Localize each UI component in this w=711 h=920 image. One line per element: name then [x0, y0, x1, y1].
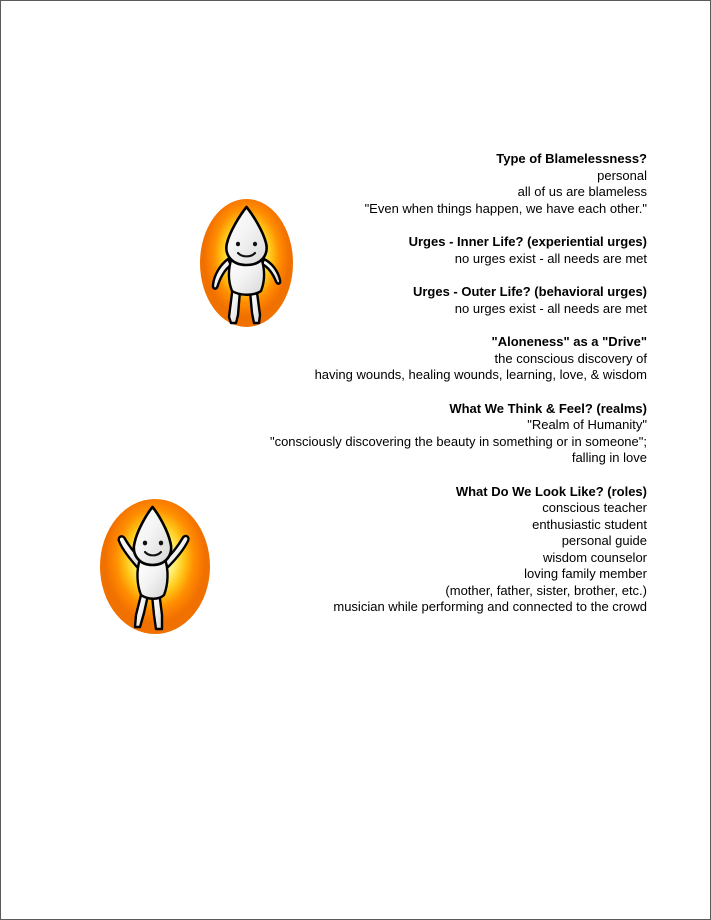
- qa-line: (mother, father, sister, brother, etc.): [445, 582, 647, 598]
- qa-block-blamelessness: [161, 151, 647, 217]
- qa-block-what-we-look-like: [161, 484, 647, 616]
- qa-heading: What Do We Look Like? (roles): [455, 483, 647, 499]
- qa-line: loving family member: [524, 566, 647, 581]
- qa-line: musician while performing and connected to the crowd: [333, 599, 647, 614]
- qa-line: wisdom counselor: [542, 549, 647, 565]
- qa-line: conscious teacher: [542, 500, 647, 515]
- content-text-column: [161, 151, 647, 616]
- qa-line: enthusiastic student: [532, 516, 647, 532]
- qa-line: having wounds, healing wounds, learning, love, & wisdom: [314, 367, 647, 382]
- qa-block-think-and-feel: [161, 401, 647, 467]
- qa-line: no urges exist - all needs are met: [454, 250, 647, 266]
- qa-heading: Type of Blamelessness?: [496, 151, 647, 166]
- qa-line: the conscious discovery of: [494, 350, 647, 366]
- qa-line: no urges exist - all needs are met: [454, 300, 647, 316]
- qa-block-aloneness-drive: [161, 334, 647, 384]
- qa-line: "Realm of Humanity": [527, 417, 647, 432]
- qa-line: personal: [597, 167, 647, 183]
- qa-heading: Urges - Inner Life? (experiential urges): [408, 234, 647, 249]
- qa-line: falling in love: [571, 450, 647, 465]
- qa-block-urges-outer: [161, 284, 647, 317]
- qa-line: personal guide: [561, 533, 647, 548]
- qa-heading: "Aloneness" as a "Drive": [491, 334, 647, 349]
- qa-heading: Urges - Outer Life? (behavioral urges): [412, 284, 647, 299]
- qa-line: "Even when things happen, we have each other.": [364, 200, 647, 216]
- qa-block-urges-inner: [161, 234, 647, 267]
- qa-line: all of us are blameless: [517, 184, 647, 199]
- qa-heading: What We Think & Feel? (realms): [449, 400, 647, 416]
- qa-line: "consciously discovering the beauty in something or in someone";: [269, 433, 647, 449]
